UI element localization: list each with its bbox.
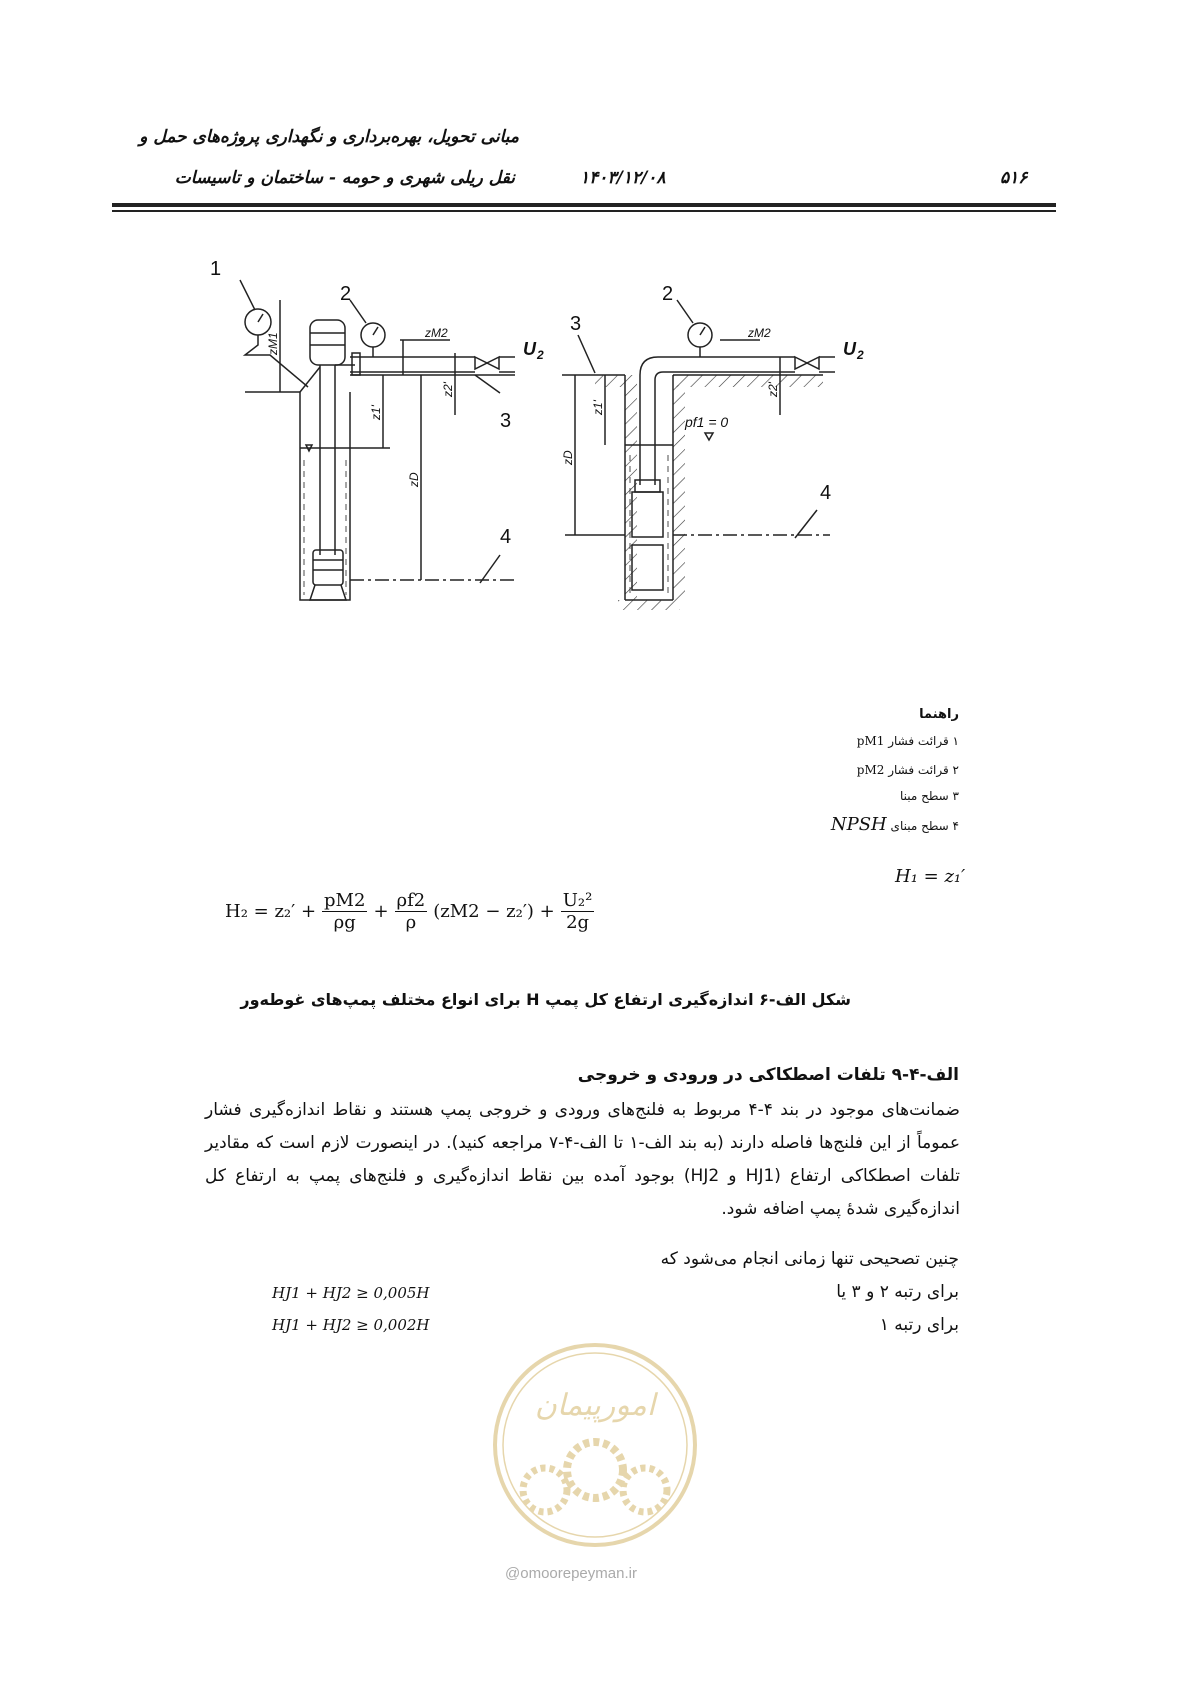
fraction-3	[561, 890, 595, 933]
fraction-3-den: 2g	[566, 912, 590, 933]
motor-icon	[310, 320, 345, 365]
condition-2-text: برای رتبه ۱	[879, 1315, 959, 1335]
legend-item-3	[900, 789, 959, 803]
condition-1-formula: HJ1 + HJ2 ≥ 0,005H	[272, 1284, 430, 1302]
watermark-logo	[490, 1340, 700, 1560]
label-3-left: 3	[500, 410, 512, 432]
label-z1-left: z1'	[369, 405, 383, 420]
label-U2-left: U	[523, 339, 536, 359]
fraction-2-den: ρ	[405, 912, 417, 933]
plus-sign: +	[373, 901, 389, 922]
formula-h2-mid: (zM2 − z₂′) +	[433, 901, 555, 922]
header-date: ۱۴۰۳/۱۲/۰۸	[580, 168, 666, 188]
fraction-2-num: ρf2	[396, 890, 426, 911]
legend-item-text: ۱ قرائت فشار	[888, 734, 959, 748]
watermark-logo-text: امورپیمان	[534, 1389, 656, 1422]
label-z1-right: z1'	[591, 400, 605, 415]
label-pf1: pf1 = 0	[685, 414, 729, 430]
label-4-right: 4	[820, 482, 832, 504]
legend-title: راهنما	[919, 707, 959, 722]
condition-2-formula: HJ1 + HJ2 ≥ 0,002H	[272, 1316, 430, 1334]
left-pump-diagram	[240, 280, 515, 600]
section-line2: چنین تصحیحی تنها زمانی انجام می‌شود که	[660, 1249, 959, 1269]
condition-1-text: برای رتبه ۲ و ۳ یا	[836, 1282, 959, 1302]
label-zD-left: zD	[407, 472, 421, 487]
legend-item-1	[857, 734, 959, 748]
page-number: ۵۱۶	[1000, 168, 1028, 188]
figure-caption: شکل الف-۶ اندازه‌گیری ارتفاع کل پمپ H برای انواع مختلف پمپ‌های غوطه‌ور	[240, 990, 851, 1009]
at-icon: @	[505, 1565, 521, 1582]
header-line2: نقل ریلی شهری و حومه - ساختمان و تاسیسات	[174, 168, 515, 188]
label-1: 1	[210, 258, 222, 280]
right-pump-diagram	[562, 300, 835, 610]
watermark-url	[505, 1565, 637, 1582]
legend-item-4	[831, 814, 959, 835]
pump-figure	[200, 255, 990, 675]
label-U2-right-sub: 2	[857, 348, 864, 362]
fraction-2	[395, 890, 428, 933]
formula-h1: H₁ = z₁′	[895, 866, 966, 887]
legend-item-symbol: NPSH	[830, 814, 887, 835]
fraction-1-num: pM2	[324, 890, 366, 911]
label-U2-left-sub: 2	[537, 348, 544, 362]
label-2-left: 2	[340, 283, 352, 305]
section-paragraph: ضمانت‌های موجود در بند ۴-۴ مربوط به فلنج‌های ورودی و خروجی پمپ هستند و نقاط اندازه‌گیری فشار عموماً از این فلنج‌ها فاصله دارند (به بند الف-۱ تا الف-۴-۷ مراجعه کنید). در اینصورت لازم است که مقادیر تلفات اصطکاکی ارتفاع (HJ1 و HJ2) بوجود آمده بین نقاط اندازه‌گیری و فلنج‌های پمپ به ارتفاع کل اندازه‌گیری شدهٔ پمپ اضافه شود.	[205, 1100, 961, 1219]
borehole-pump-icon	[635, 480, 660, 492]
fraction-1-den: ρg	[333, 912, 356, 933]
legend-item-text: ۲ قرائت فشار	[888, 763, 959, 777]
legend-item-symbol: pM1	[856, 734, 885, 748]
legend-item-2	[857, 763, 959, 777]
formula-h2	[225, 890, 594, 933]
label-zM2-left: zM2	[425, 326, 448, 340]
label-zM2-right: zM2	[748, 326, 771, 340]
legend-item-symbol: pM2	[856, 763, 885, 777]
section-heading: الف-۴-۹ تلفات اصطکاکی در ورودی و خروجی	[577, 1065, 959, 1085]
label-4-left: 4	[500, 526, 512, 548]
label-z2-right: z2'	[766, 382, 780, 397]
label-z2-left: z2'	[441, 382, 455, 397]
label-3-right: 3	[570, 313, 582, 335]
submersible-pump-icon	[313, 550, 343, 585]
header-rule-thin	[112, 210, 1056, 212]
formula-h2-lhs: H₂ = z₂′ +	[225, 901, 317, 922]
legend-item-text: ۳ سطح مبنا	[899, 789, 959, 803]
header-line1: مبانی تحویل، بهره‌برداری و نگهداری پروژه‌های حمل و	[139, 127, 519, 147]
label-zD-right: zD	[561, 450, 575, 465]
legend-item-text: ۴ سطح مبنای	[890, 819, 959, 833]
label-U2-right: U	[843, 339, 856, 359]
fraction-1	[322, 890, 367, 933]
header-rule-thick	[112, 203, 1056, 207]
label-2-right: 2	[662, 283, 674, 305]
label-zM1: zM1	[266, 332, 280, 355]
watermark-url-text: omoorepeyman.ir	[520, 1565, 637, 1582]
fraction-3-num: U₂²	[562, 890, 593, 911]
